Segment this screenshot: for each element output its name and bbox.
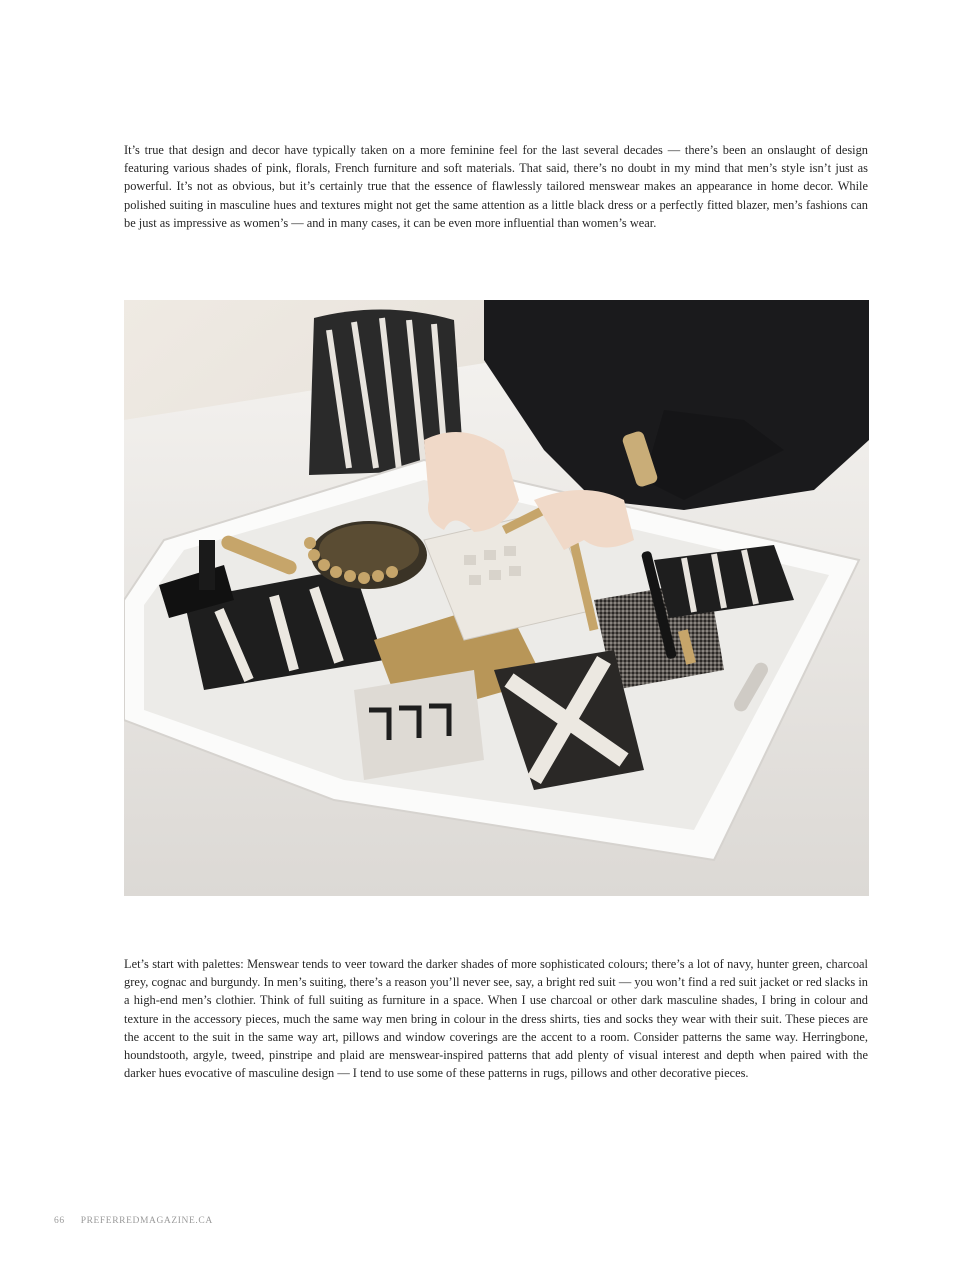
site-url: PREFERREDMAGAZINE.CA [80,1216,213,1226]
palettes-paragraph: Let’s start with palettes: Menswear tends to veer toward the darker shades of more sophisticated colours; there’s a lot of navy, hunter green, charcoal grey, cognac and burgundy. In men’s suiting, there’s a reason you’ll never see, say, a bright red suit — you won’t find a red suit jacket or red slacks in a high-end men’s clothier. Think of full suiting as furniture in a space. When I use charcoal or other dark masculine shades, I bring in colour and texture in the accessory pieces, much the same way men bring in colour in the dress shirts, ties and socks they wear with their suit. These pieces are the accent to the suit in the same way art, pillows and window coverings are the accent to a room. Consider patterns the same way. Herringbone, houndstooth, argyle, tweed, pinstripe and plaid are menswear-inspired patterns that add plenty of visual interest and depth when paired with the darker hues evocative of masculine design — I tend to use some of these patterns in rugs, pillows and other decorative pieces. [124,957,868,1081]
page-number: 66 [54,1216,65,1226]
intro-paragraph: It’s true that design and decor have typically taken on a more feminine feel for the last several decades — there’s been an onslaught of design featuring various shades of pink, florals, French furniture and soft materials. That said, there’s no doubt in my mind that men’s style isn’t just as powerful. It’s not as obvious, but it’s certainly true that the essence of flawlessly tailored menswear makes an appearance in home decor. While polished suiting in masculine hues and textures might not get the same attention as a little black dress or a perfectly fitted blazer, men’s fashions can be just as impressive as women’s — and in many cases, it can be even more influential than women’s wear. [124,143,868,230]
styled-tray-photo [124,300,869,896]
page-footer [54,1216,213,1226]
